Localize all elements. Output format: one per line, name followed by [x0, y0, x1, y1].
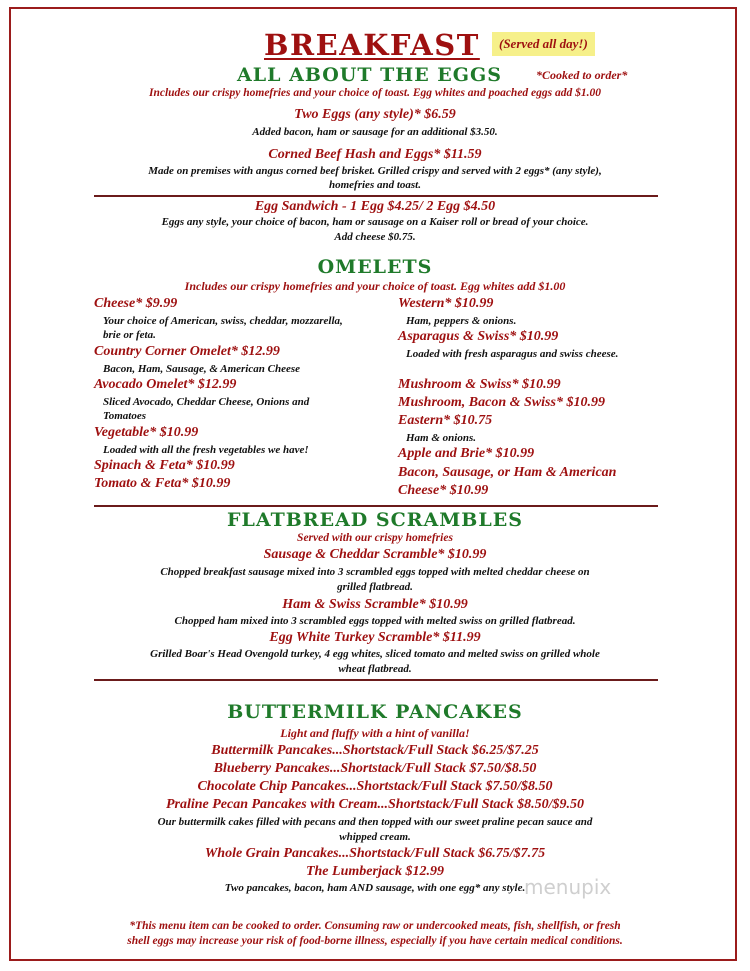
menu-item-desc: Chopped breakfast sausage mixed into 3 scrambled eggs topped with melted cheddar cheese on	[160, 566, 590, 578]
omelet-item-name: Mushroom & Swiss* $10.99	[398, 377, 561, 392]
omelet-item-name: Country Corner Omelet* $12.99	[94, 344, 280, 359]
menu-item-name: Sausage & Cheddar Scramble* $10.99	[263, 547, 487, 562]
omelet-item-name: Mushroom, Bacon & Swiss* $10.99	[398, 395, 605, 410]
omelet-item-desc: Ham, peppers & onions.	[406, 315, 517, 327]
cooked-to-order-note: *Cooked to order*	[536, 68, 628, 82]
omelet-item-desc: Ham & onions.	[406, 432, 476, 444]
menu-item-desc: homefries and toast.	[329, 179, 421, 191]
omelet-item-desc: Bacon, Ham, Sausage, & American Cheese	[103, 363, 300, 375]
omelet-item-name: Cheese* $9.99	[94, 296, 178, 311]
pancakes-section-heading: BUTTERMILK PANCAKES	[227, 701, 523, 723]
flatbread-section-heading: FLATBREAD SCRAMBLES	[227, 509, 523, 531]
pancake-item: Chocolate Chip Pancakes...Shortstack/Full Stack $7.50/$8.50	[197, 779, 553, 794]
menu-item-name: Egg White Turkey Scramble* $11.99	[269, 630, 481, 645]
praline-desc: whipped cream.	[339, 831, 411, 843]
flatbread-intro: Served with our crispy homefries	[297, 532, 453, 544]
menu-item-name: Two Eggs (any style)* $6.59	[294, 107, 456, 122]
eggs-intro: Includes our crispy homefries and your choice of toast. Egg whites and poached eggs add $1.00	[148, 87, 602, 99]
menu-item-desc: Added bacon, ham or sausage for an additional $3.50.	[252, 126, 498, 138]
omelets-section-heading: OMELETS	[317, 256, 433, 278]
menu-item-desc: Grilled Boar's Head Ovengold turkey, 4 egg whites, sliced tomato and melted swiss on grilled whole	[150, 648, 600, 660]
eggs-section-heading: ALL ABOUT THE EGGS	[237, 64, 502, 86]
menu-item-desc: Add cheese $0.75.	[334, 231, 416, 243]
menu-item-name: Ham & Swiss Scramble* $10.99	[282, 597, 468, 612]
omelet-item-desc: Loaded with all the fresh vegetables we have!	[103, 444, 309, 456]
omelet-item-name: Bacon, Sausage, or Ham & American Cheese* $10.99	[398, 465, 617, 498]
omelet-item-desc: Sliced Avocado, Cheddar Cheese, Onions and Tomatoes	[103, 396, 310, 422]
pancake-item: Praline Pecan Pancakes with Cream...Shortstack/Full Stack $8.50/$9.50	[165, 797, 585, 812]
omelet-item-name: Western* $10.99	[398, 296, 494, 311]
menu-item-desc: Made on premises with angus corned beef brisket. Grilled crispy and served with 2 eggs* (any style),	[148, 165, 602, 177]
menu-item-desc: Eggs any style, your choice of bacon, ham or sausage on a Kaiser roll or bread of your choice.	[161, 216, 589, 228]
omelet-item-desc: Loaded with fresh asparagus and swiss cheese.	[406, 348, 619, 360]
lumberjack-desc: Two pancakes, bacon, ham AND sausage, with one egg* any style.	[224, 882, 526, 894]
pancake-item: Whole Grain Pancakes...Shortstack/Full Stack $6.75/$7.75	[204, 846, 546, 861]
watermark: menupix	[524, 875, 612, 899]
menu-item-desc: grilled flatbread.	[337, 581, 413, 593]
omelet-item-name: Tomato & Feta* $10.99	[94, 476, 231, 491]
praline-desc: Our buttermilk cakes filled with pecans and then topped with our sweet praline pecan sauce and	[157, 816, 593, 828]
pancake-item: Blueberry Pancakes...Shortstack/Full Stack $7.50/$8.50	[213, 761, 537, 776]
divider	[94, 679, 658, 681]
food-safety-disclaimer: *This menu item can be cooked to order. Consuming raw or undercooked meats, fish, shellfish, or fresh	[129, 920, 621, 932]
menu-item-name: Egg Sandwich - 1 Egg $4.25/ 2 Egg $4.50	[254, 199, 496, 214]
omelet-item-name: Avocado Omelet* $12.99	[94, 377, 237, 392]
omelet-item-desc: Your choice of American, swiss, cheddar, mozzarella, brie or feta.	[103, 315, 343, 341]
omelet-item-name: Eastern* $10.75	[398, 413, 493, 428]
page-title: BREAKFAST	[264, 28, 480, 62]
food-safety-disclaimer: shell eggs may increase your risk of food-borne illness, especially if you have certain medical conditions.	[127, 935, 623, 947]
pancake-item: Buttermilk Pancakes...Shortstack/Full Stack $6.25/$7.25	[211, 743, 539, 758]
menu-item-desc: Chopped ham mixed into 3 scrambled eggs topped with melted swiss on grilled flatbread.	[174, 615, 576, 627]
omelet-item-name: Vegetable* $10.99	[94, 425, 199, 440]
omelet-item-name: Spinach & Feta* $10.99	[94, 458, 235, 473]
omelet-item-name: Asparagus & Swiss* $10.99	[398, 329, 559, 344]
pancakes-intro: Light and fluffy with a hint of vanilla!	[280, 726, 470, 740]
pancake-item: The Lumberjack $12.99	[305, 864, 445, 879]
omelet-item-name: Apple and Brie* $10.99	[398, 446, 535, 461]
divider	[94, 505, 658, 507]
served-all-day-badge: (Served all day!)	[492, 32, 595, 56]
menu-item-name: Corned Beef Hash and Eggs* $11.59	[268, 147, 482, 162]
divider	[94, 195, 658, 197]
omelets-intro: Includes our crispy homefries and your choice of toast. Egg whites add $1.00	[184, 279, 566, 293]
menu-item-desc: wheat flatbread.	[338, 663, 412, 675]
